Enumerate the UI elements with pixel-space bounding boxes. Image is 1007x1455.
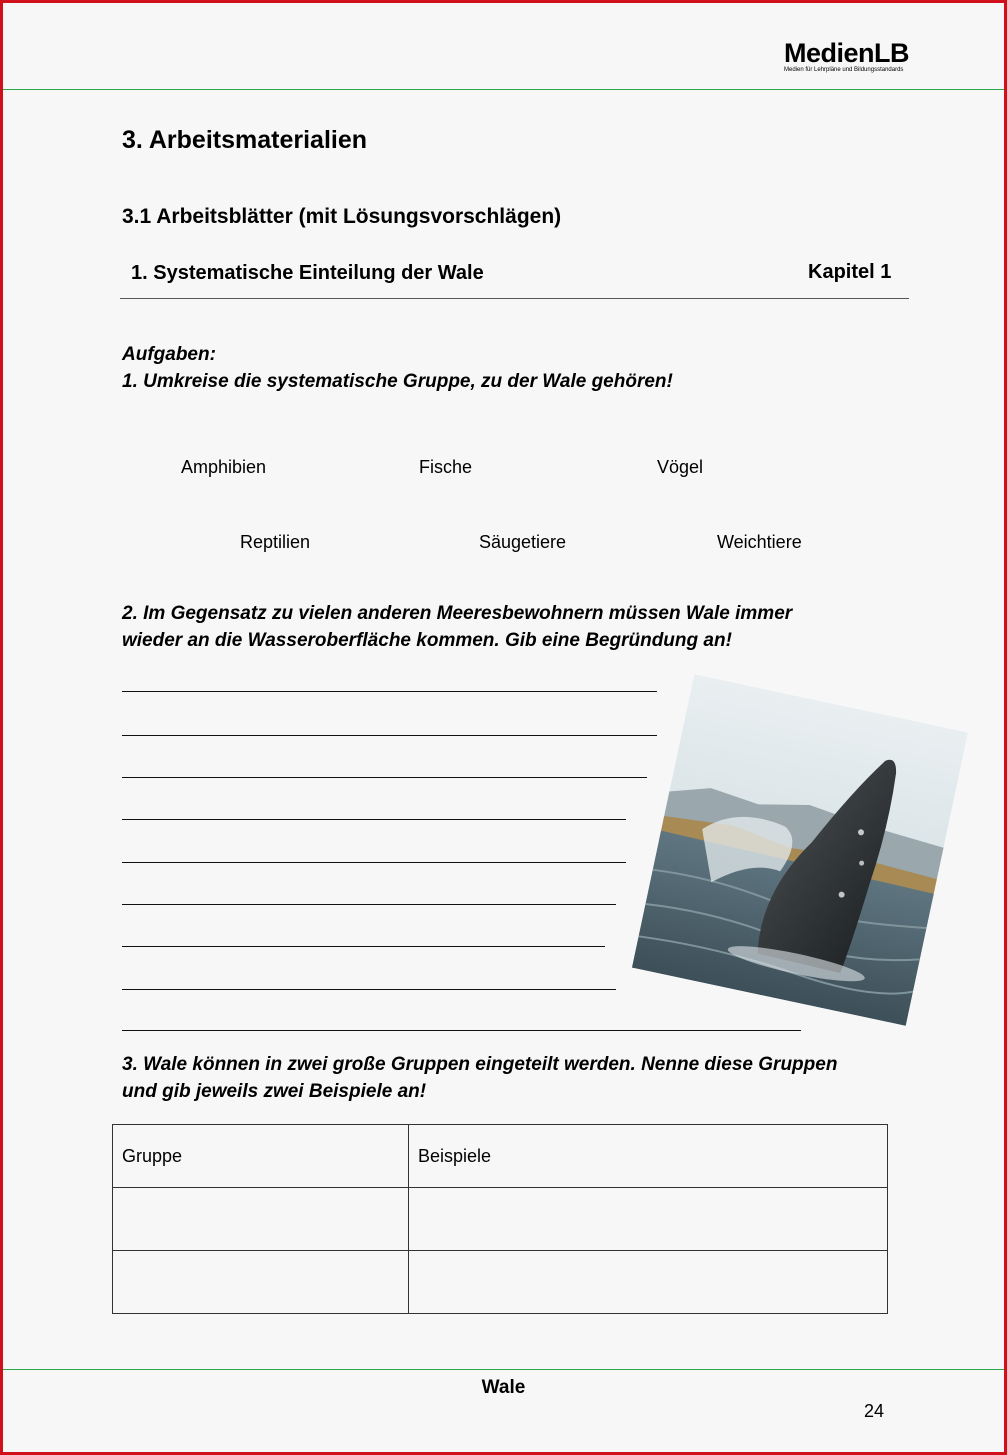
tasks-intro: Aufgaben: [122,344,216,365]
groups-table [112,1124,888,1314]
task-2-line-1: 2. Im Gegensatz zu vielen anderen Meeresbewohnern müssen Wale immer [122,603,793,624]
option-fische[interactable]: Fische [419,457,473,477]
answer-line[interactable] [122,946,605,947]
task-1-text: 1. Umkreise die systematische Gruppe, zu der Wale gehören! [122,371,673,392]
chapter-heading: 3. Arbeitsmaterialien [122,126,368,154]
worksheet-title: 1. Systematische Einteilung der Wale [131,262,484,284]
worksheet-chapter-label: Kapitel 1 [808,261,892,283]
footer-title: Wale [481,1377,526,1398]
logo-tagline: Medien für Lehrpläne und Bildungsstandards [784,67,904,73]
option-weichtiere[interactable]: Weichtiere [717,532,802,552]
header-beispiele: Beispiele [409,1125,888,1188]
answer-line[interactable] [122,1030,801,1031]
option-saeugetiere[interactable]: Säugetiere [479,532,567,552]
title-rule [120,298,909,299]
answer-line[interactable] [122,862,626,863]
task-3-line-2: und gib jeweils zwei Beispiele an! [122,1081,427,1102]
header-gruppe: Gruppe [113,1125,409,1188]
cell-beispiele[interactable] [409,1188,888,1251]
cell-gruppe[interactable] [113,1251,409,1314]
table-header-row [113,1125,888,1188]
logo-wordmark: MedienLB [784,38,910,68]
section-heading: 3.1 Arbeitsblätter (mit Lösungsvorschlägen) [122,205,562,228]
answer-line[interactable] [122,904,616,905]
header-divider [3,89,1004,90]
answer-line[interactable] [122,777,647,778]
task-3-line-1: 3. Wale können in zwei große Gruppen eingeteilt werden. Nenne diese Gruppen [122,1054,838,1075]
option-amphibien[interactable]: Amphibien [181,457,267,477]
answer-line[interactable] [122,989,616,990]
footer-divider [3,1369,1004,1370]
option-reptilien[interactable]: Reptilien [240,532,311,552]
cell-beispiele[interactable] [409,1251,888,1314]
answer-line[interactable] [122,819,626,820]
option-voegel[interactable]: Vögel [657,457,704,477]
table-row [113,1188,888,1251]
page-number: 24 [864,1401,885,1421]
answer-line[interactable] [122,691,657,692]
medienlb-logo [784,40,924,74]
task-2-line-2: wieder an die Wasseroberfläche kommen. Gib eine Begründung an! [122,630,732,651]
table-row [113,1251,888,1314]
cell-gruppe[interactable] [113,1188,409,1251]
answer-line[interactable] [122,735,657,736]
